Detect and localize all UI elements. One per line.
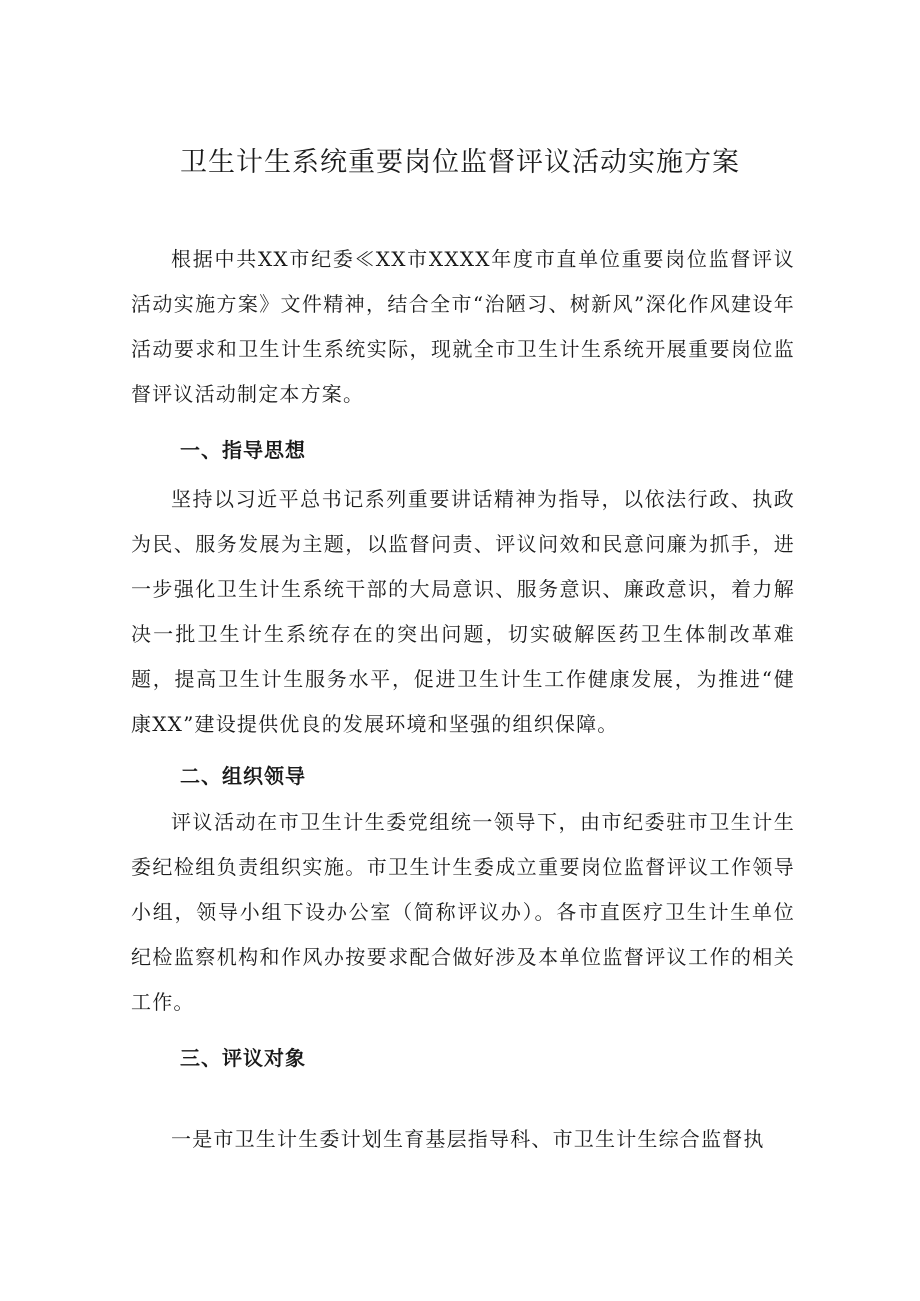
section-heading-review-targets: 三、评议对象 (180, 1046, 306, 1070)
section-body-review-targets: 一是市卫生计生委计划生育基层指导科、市卫生计生综合监督执 (171, 1127, 765, 1151)
section-heading-guiding-ideology: 一、指导思想 (180, 438, 306, 462)
section-heading-organization: 二、组织领导 (180, 764, 306, 788)
section-body-guiding-ideology: 坚持以习近平总书记系列重要讲话精神为指导，以依法行政、执政为民、服务发展为主题，以监督问责、评议问效和民意问廉为抓手，进一步强化卫生计生系统干部的大局意识、服务意识、廉政意识，着力解决一批卫生计生系统存在的突出问题，切实破解医药卫生体制改革难题，提高卫生计生服务水平，促进卫生计生工作健康发展，为推进“健康XX”建设提供优良的发展环境和坚强的组织保障。 (131, 487, 795, 736)
section-body-organization: 评议活动在市卫生计生委党组统一领导下，由市纪委驻市卫生计生委纪检组负责组织实施。市卫生计生委成立重要岗位监督评议工作领导小组，领导小组下设办公室（简称评议办）。各市直医疗卫生计生单位纪检监察机构和作风办按要求配合做好涉及本单位监督评议工作的相关工作。 (131, 810, 795, 1014)
intro-paragraph: 根据中共XX市纪委≪XX市XXXX年度市直单位重要岗位监督评议活动实施方案》文件精神，结合全市“治陋习、树新风”深化作风建设年活动要求和卫生计生系统实际，现就全市卫生计生系统开展重要岗位监督评议活动制定本方案。 (131, 247, 795, 406)
document-title: 卫生计生系统重要岗位监督评议活动实施方案 (180, 147, 740, 178)
